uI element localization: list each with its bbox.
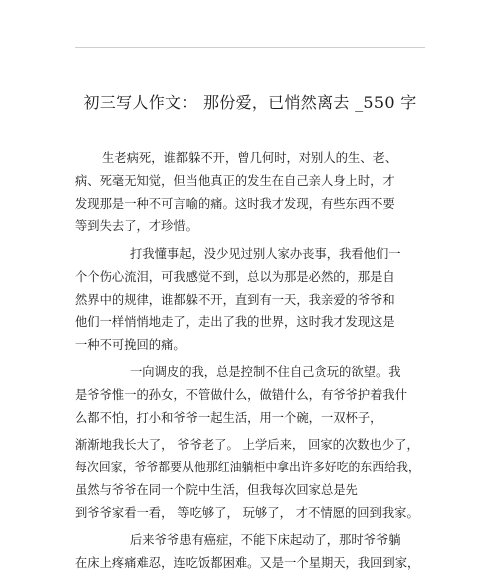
text-line: 每次回家，爷爷都要从他那红油躺柜中拿出许多好吃的东西给我， <box>75 460 420 474</box>
text-line: 一向调皮的我，总是控制不住自己贪玩的欲望。我 <box>130 365 401 379</box>
text-line: 等到失去了，才珍惜。 <box>75 219 198 233</box>
text-line: 是爷爷惟一的孙女，不管做什么，做错什么，有爷爷护着我什 <box>75 388 408 402</box>
text-line: 然界中的规律，谁都躲不开，直到有一天，我亲爱的爷爷和 <box>75 293 395 307</box>
text-line: 么都不怕，打小和爷爷一起生活，用一个碗，一双杯子， <box>75 411 383 425</box>
text-line: 在床上疼痛难忍，连吃饭都困难。又是一个星期天，我回到家， <box>75 556 420 570</box>
text-line: 打我懂事起，没少见过别人家办丧事，我看他们一 <box>130 247 401 261</box>
text-line: 后来爷爷患有癌症，不能下床起动了，那时爷爷躺 <box>130 533 401 547</box>
text-line: 生老病死，谁都躲不开，曾几何时，对别人的生、老、 <box>102 151 398 165</box>
text-line: 虽然与爷爷在同一个院中生活，但我每次回家总是先 <box>75 483 358 497</box>
text-line: 到爷爷家看一看， 等吃够了， 玩够了， 才不情愿的回到我家。 <box>75 506 419 520</box>
header-rule <box>75 47 425 48</box>
text-line: 一种不可挽回的痛。 <box>75 338 186 352</box>
text-line: 他们一样悄悄地走了，走出了我的世界，这时我才发现这是 <box>75 315 395 329</box>
text-line: 发现那是一种不可言喻的痛。这时我才发现，有些东西不要 <box>75 197 395 211</box>
text-line: 渐渐地我长大了， 爷爷老了。 上学后来， 回家的次数也少了， <box>75 438 419 452</box>
text-line: 病、死毫无知觉，但当他真正的发生在自己亲人身上时，才 <box>75 174 395 188</box>
document-title: 初三写人作文： 那份爱，已悄然离去 _550 字 <box>83 93 417 112</box>
text-line: 个个伤心流泪，可我感觉不到，总以为那是必然的，那是自 <box>75 270 395 284</box>
